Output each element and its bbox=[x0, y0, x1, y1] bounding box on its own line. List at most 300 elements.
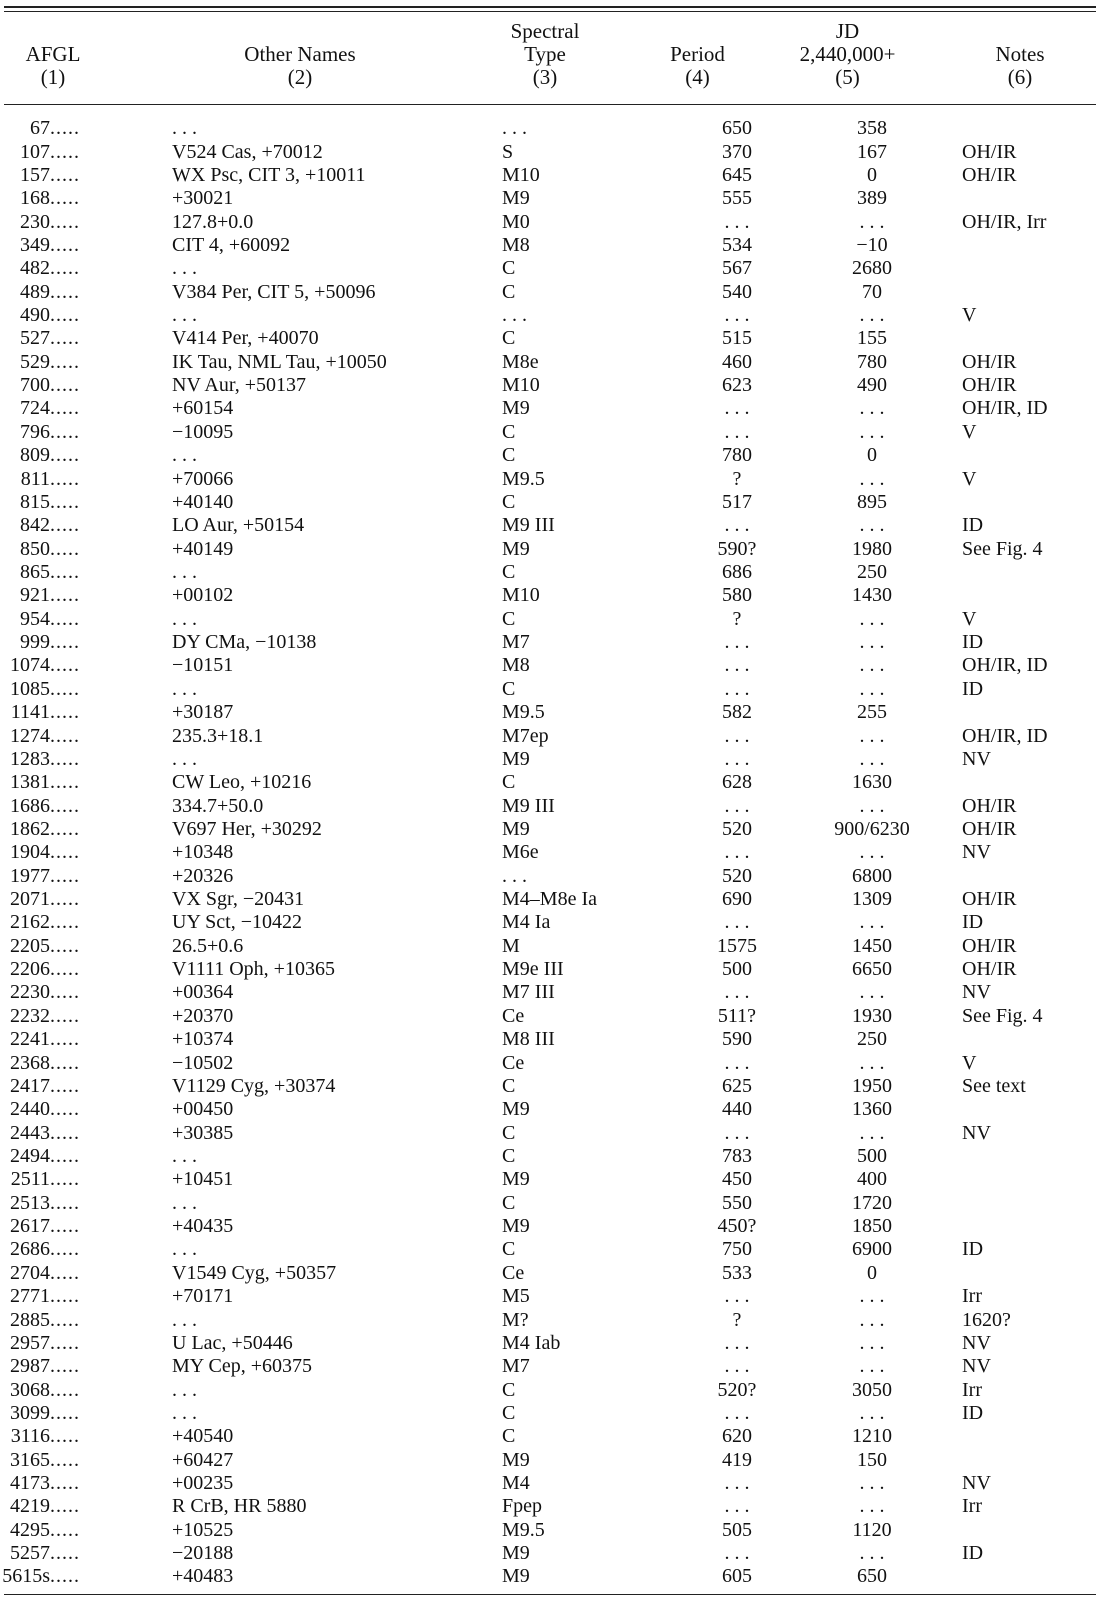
other-names-cell: −10151 bbox=[172, 654, 234, 677]
afgl-number: 527 bbox=[20, 327, 50, 350]
spectral-type-cell: M8 bbox=[502, 654, 530, 677]
notes-cell bbox=[947, 187, 1100, 210]
notes-cell: Irr bbox=[962, 1285, 982, 1308]
afgl-number: 850 bbox=[20, 537, 50, 560]
jd-cell: 358 bbox=[857, 117, 887, 140]
table-row bbox=[0, 1495, 1100, 1518]
spectral-type-cell: M4 Iab bbox=[502, 1331, 561, 1354]
afgl-cell bbox=[0, 1565, 110, 1588]
header-line: (4) bbox=[685, 65, 710, 89]
period-cell: . . . bbox=[724, 1495, 750, 1518]
spectral-type-cell: M9.5 bbox=[502, 1518, 545, 1541]
leader-dots: ..... bbox=[50, 1098, 80, 1121]
leader-dots: ..... bbox=[50, 280, 80, 303]
header-line: Type bbox=[524, 42, 566, 66]
notes-cell: NV bbox=[962, 1121, 991, 1144]
spectral-type-cell: Ce bbox=[502, 1261, 525, 1284]
afgl-number: 700 bbox=[20, 374, 50, 397]
spectral-type-cell: M8 III bbox=[502, 1028, 555, 1051]
afgl-cell bbox=[0, 397, 110, 420]
period-cell: 645 bbox=[722, 163, 752, 186]
other-names-cell: WX Psc, CIT 3, +10011 bbox=[172, 163, 366, 186]
other-names-cell: +00364 bbox=[172, 981, 234, 1004]
jd-cell: 150 bbox=[857, 1448, 887, 1471]
leader-dots: ..... bbox=[50, 1121, 80, 1144]
afgl-cell bbox=[0, 631, 110, 654]
notes-cell: V bbox=[962, 1051, 977, 1074]
period-cell: ? bbox=[732, 607, 742, 630]
jd-cell: 650 bbox=[857, 1565, 887, 1588]
leader-dots: ..... bbox=[50, 1565, 80, 1588]
spectral-type-cell: M9 bbox=[502, 397, 530, 420]
afgl-cell bbox=[0, 140, 110, 163]
spectral-type-cell: M9 III bbox=[502, 514, 555, 537]
jd-cell: . . . bbox=[859, 1472, 885, 1495]
afgl-cell bbox=[0, 1519, 110, 1542]
table-row bbox=[0, 514, 1100, 537]
jd-cell: . . . bbox=[859, 607, 885, 630]
afgl-number: 2206 bbox=[10, 958, 50, 981]
afgl-cell bbox=[0, 234, 110, 257]
leader-dots: ..... bbox=[50, 397, 80, 420]
notes-cell: OH/IR bbox=[962, 140, 1017, 163]
other-names-cell: +60427 bbox=[172, 1448, 234, 1471]
leader-dots: ..... bbox=[50, 981, 80, 1004]
spectral-type-cell: M7ep bbox=[502, 724, 549, 747]
notes-cell: OH/IR bbox=[962, 934, 1017, 957]
jd-cell: . . . bbox=[859, 1401, 885, 1424]
header-line: Notes bbox=[995, 42, 1045, 66]
afgl-cell bbox=[0, 491, 110, 514]
table-row bbox=[0, 1285, 1100, 1308]
period-cell: . . . bbox=[724, 1401, 750, 1424]
table-row bbox=[0, 1425, 1100, 1448]
header-other-names bbox=[200, 43, 400, 89]
jd-cell: . . . bbox=[859, 1331, 885, 1354]
leader-dots: ..... bbox=[50, 724, 80, 747]
table-row bbox=[0, 1005, 1100, 1028]
afgl-cell bbox=[0, 818, 110, 841]
table-row bbox=[0, 140, 1100, 163]
table-row bbox=[0, 654, 1100, 677]
notes-cell: ID bbox=[962, 1401, 984, 1424]
notes-cell bbox=[947, 117, 1100, 140]
period-cell: 590 bbox=[722, 1028, 752, 1051]
notes-cell: NV bbox=[962, 1331, 991, 1354]
spectral-type-cell: M10 bbox=[502, 584, 540, 607]
period-cell: 500 bbox=[722, 958, 752, 981]
jd-cell: 900/6230 bbox=[834, 817, 910, 840]
period-cell: 419 bbox=[722, 1448, 752, 1471]
leader-dots: ..... bbox=[50, 444, 80, 467]
period-cell: 582 bbox=[722, 701, 752, 724]
other-names-cell: 127.8+0.0 bbox=[172, 210, 254, 233]
table-row bbox=[0, 1402, 1100, 1425]
leader-dots: ..... bbox=[50, 1495, 80, 1518]
spectral-type-cell: M9 bbox=[502, 1542, 530, 1565]
leader-dots: ..... bbox=[50, 841, 80, 864]
jd-cell: 1430 bbox=[852, 584, 892, 607]
afgl-cell bbox=[0, 1355, 110, 1378]
table-row bbox=[0, 467, 1100, 490]
header-line: Period bbox=[670, 42, 725, 66]
spectral-type-cell: M5 bbox=[502, 1285, 530, 1308]
leader-dots: ..... bbox=[50, 257, 80, 280]
notes-cell bbox=[947, 701, 1100, 724]
notes-cell bbox=[947, 865, 1100, 888]
afgl-number: 4219 bbox=[10, 1495, 50, 1518]
spectral-type-cell: C bbox=[502, 1401, 516, 1424]
leader-dots: ..... bbox=[50, 117, 80, 140]
table-row bbox=[0, 1565, 1100, 1588]
other-names-cell: +00235 bbox=[172, 1472, 234, 1495]
top-double-rule-2 bbox=[4, 11, 1096, 12]
notes-cell: ID bbox=[962, 631, 984, 654]
afgl-cell bbox=[0, 958, 110, 981]
notes-cell bbox=[947, 584, 1100, 607]
afgl-number: 5257 bbox=[10, 1542, 50, 1565]
header-line: (1) bbox=[40, 65, 66, 89]
table-row bbox=[0, 234, 1100, 257]
spectral-type-cell: M10 bbox=[502, 163, 540, 186]
spectral-type-cell: Ce bbox=[502, 1004, 525, 1027]
leader-dots: ..... bbox=[50, 1542, 80, 1565]
jd-cell: 0 bbox=[867, 444, 877, 467]
notes-cell: V bbox=[962, 607, 977, 630]
afgl-number: 2494 bbox=[10, 1144, 50, 1167]
afgl-cell bbox=[0, 841, 110, 864]
table-row bbox=[0, 397, 1100, 420]
notes-cell: ID bbox=[962, 514, 984, 537]
leader-dots: ..... bbox=[50, 607, 80, 630]
afgl-number: 2368 bbox=[10, 1051, 50, 1074]
spectral-type-cell: M bbox=[502, 934, 520, 957]
period-cell: . . . bbox=[724, 794, 750, 817]
table-row bbox=[0, 1378, 1100, 1401]
other-names-cell: +30021 bbox=[172, 187, 234, 210]
period-cell: 460 bbox=[722, 350, 752, 373]
leader-dots: ..... bbox=[50, 490, 80, 513]
notes-cell bbox=[947, 1425, 1100, 1448]
table-row bbox=[0, 935, 1100, 958]
leader-dots: ..... bbox=[50, 958, 80, 981]
period-cell: 534 bbox=[722, 233, 752, 256]
leader-dots: ..... bbox=[50, 771, 80, 794]
period-cell: 520? bbox=[717, 1378, 757, 1401]
leader-dots: ..... bbox=[50, 1285, 80, 1308]
leader-dots: ..... bbox=[50, 327, 80, 350]
afgl-cell bbox=[0, 608, 110, 631]
leader-dots: ..... bbox=[50, 934, 80, 957]
leader-dots: ..... bbox=[50, 467, 80, 490]
jd-cell: . . . bbox=[859, 747, 885, 770]
table-row bbox=[0, 865, 1100, 888]
header-jd bbox=[770, 20, 925, 89]
table-row bbox=[0, 608, 1100, 631]
other-names-cell: V1111 Oph, +10365 bbox=[172, 958, 335, 981]
notes-cell bbox=[947, 1565, 1100, 1588]
leader-dots: ..... bbox=[50, 304, 80, 327]
table-row bbox=[0, 1332, 1100, 1355]
table-row bbox=[0, 1472, 1100, 1495]
notes-cell bbox=[947, 1519, 1100, 1542]
spectral-type-cell: Ce bbox=[502, 1051, 525, 1074]
period-cell: 520 bbox=[722, 817, 752, 840]
period-cell: . . . bbox=[724, 747, 750, 770]
table-row bbox=[0, 841, 1100, 864]
table-row bbox=[0, 678, 1100, 701]
notes-cell bbox=[947, 1215, 1100, 1238]
afgl-number: 2417 bbox=[10, 1074, 50, 1097]
spectral-type-cell: M4 bbox=[502, 1472, 530, 1495]
table-row bbox=[0, 818, 1100, 841]
afgl-cell bbox=[0, 1332, 110, 1355]
afgl-cell bbox=[0, 1145, 110, 1168]
afgl-number: 2686 bbox=[10, 1238, 50, 1261]
table-row bbox=[0, 1075, 1100, 1098]
period-cell: . . . bbox=[724, 1121, 750, 1144]
jd-cell: 155 bbox=[857, 327, 887, 350]
afgl-number: 999 bbox=[20, 631, 50, 654]
spectral-type-cell: M9 bbox=[502, 1448, 530, 1471]
table-row bbox=[0, 724, 1100, 747]
spectral-type-cell: C bbox=[502, 444, 516, 467]
other-names-cell: . . . bbox=[172, 677, 197, 700]
period-cell: . . . bbox=[724, 1285, 750, 1308]
leader-dots: ..... bbox=[50, 1051, 80, 1074]
afgl-cell bbox=[0, 304, 110, 327]
afgl-cell bbox=[0, 678, 110, 701]
afgl-cell bbox=[0, 164, 110, 187]
period-cell: . . . bbox=[724, 841, 750, 864]
afgl-cell bbox=[0, 911, 110, 934]
period-cell: 783 bbox=[722, 1144, 752, 1167]
spectral-type-cell: M? bbox=[502, 1308, 529, 1331]
notes-cell: V bbox=[962, 420, 977, 443]
afgl-cell bbox=[0, 654, 110, 677]
afgl-cell bbox=[0, 584, 110, 607]
afgl-number: 3099 bbox=[10, 1401, 50, 1424]
notes-cell: OH/IR, ID bbox=[962, 397, 1048, 420]
header-line: Other Names bbox=[244, 42, 356, 66]
other-names-cell: +00102 bbox=[172, 584, 234, 607]
afgl-number: 2987 bbox=[10, 1355, 50, 1378]
notes-cell: OH/IR bbox=[962, 817, 1017, 840]
afgl-cell bbox=[0, 1542, 110, 1565]
spectral-type-cell: Fpep bbox=[502, 1495, 542, 1518]
leader-dots: ..... bbox=[50, 654, 80, 677]
other-names-cell: IK Tau, NML Tau, +10050 bbox=[172, 350, 387, 373]
afgl-number: 4173 bbox=[10, 1472, 50, 1495]
spectral-type-cell: M7 bbox=[502, 1355, 530, 1378]
afgl-number: 865 bbox=[20, 561, 50, 583]
other-names-cell: +70171 bbox=[172, 1285, 234, 1308]
header-rule bbox=[4, 104, 1096, 105]
period-cell: 450? bbox=[717, 1215, 757, 1238]
jd-cell: 780 bbox=[857, 350, 887, 373]
spectral-type-cell: C bbox=[502, 1074, 516, 1097]
table-row bbox=[0, 1519, 1100, 1542]
jd-cell: 2680 bbox=[852, 257, 892, 280]
top-double-rule-1 bbox=[4, 6, 1096, 8]
other-names-cell: +10374 bbox=[172, 1028, 234, 1051]
table-row bbox=[0, 1168, 1100, 1191]
other-names-cell: . . . bbox=[172, 117, 197, 140]
spectral-type-cell: C bbox=[502, 1425, 516, 1448]
afgl-cell bbox=[0, 888, 110, 911]
notes-cell: NV bbox=[962, 1355, 991, 1378]
jd-cell: . . . bbox=[859, 794, 885, 817]
period-cell: . . . bbox=[724, 724, 750, 747]
other-names-cell: V524 Cas, +70012 bbox=[172, 140, 323, 163]
afgl-cell bbox=[0, 981, 110, 1004]
other-names-cell: V1549 Cyg, +50357 bbox=[172, 1261, 337, 1284]
other-names-cell: +30187 bbox=[172, 701, 234, 724]
spectral-type-cell: M9 bbox=[502, 747, 530, 770]
notes-cell: See Fig. 4 bbox=[962, 537, 1043, 560]
period-cell: ? bbox=[732, 467, 742, 490]
afgl-number: 3116 bbox=[10, 1425, 50, 1448]
other-names-cell: +20326 bbox=[172, 864, 234, 887]
other-names-cell: VX Sgr, −20431 bbox=[172, 888, 305, 911]
table-row bbox=[0, 1308, 1100, 1331]
other-names-cell: −10095 bbox=[172, 420, 234, 443]
afgl-number: 67 bbox=[30, 117, 50, 140]
afgl-number: 490 bbox=[20, 304, 50, 327]
period-cell: 625 bbox=[722, 1074, 752, 1097]
other-names-cell: CIT 4, +60092 bbox=[172, 233, 291, 256]
table-row bbox=[0, 164, 1100, 187]
period-cell: 550 bbox=[722, 1191, 752, 1214]
other-names-cell: +10525 bbox=[172, 1518, 234, 1541]
spectral-type-cell: M9 bbox=[502, 537, 530, 560]
jd-cell: . . . bbox=[859, 1495, 885, 1518]
jd-cell: 1630 bbox=[852, 771, 892, 794]
other-names-cell: +20370 bbox=[172, 1004, 234, 1027]
afgl-number: 796 bbox=[20, 420, 50, 443]
leader-dots: ..... bbox=[50, 1074, 80, 1097]
other-names-cell: 334.7+50.0 bbox=[172, 794, 264, 817]
period-cell: 540 bbox=[722, 280, 752, 303]
afgl-number: 2617 bbox=[10, 1215, 50, 1238]
table-row bbox=[0, 888, 1100, 911]
table-row bbox=[0, 304, 1100, 327]
spectral-type-cell: M10 bbox=[502, 374, 540, 397]
other-names-cell: V384 Per, CIT 5, +50096 bbox=[172, 280, 376, 303]
other-names-cell: +40435 bbox=[172, 1215, 234, 1238]
afgl-cell bbox=[0, 1402, 110, 1425]
leader-dots: ..... bbox=[50, 1144, 80, 1167]
table-row bbox=[0, 421, 1100, 444]
jd-cell: . . . bbox=[859, 304, 885, 327]
leader-dots: ..... bbox=[50, 210, 80, 233]
jd-cell: 1980 bbox=[852, 537, 892, 560]
table-row bbox=[0, 631, 1100, 654]
spectral-type-cell: C bbox=[502, 327, 516, 350]
period-cell: 650 bbox=[722, 117, 752, 140]
header-line: (3) bbox=[532, 65, 558, 89]
period-cell: . . . bbox=[724, 1355, 750, 1378]
leader-dots: ..... bbox=[50, 911, 80, 934]
leader-dots: ..... bbox=[50, 817, 80, 840]
spectral-type-cell: C bbox=[502, 1121, 516, 1144]
notes-cell: 1620? bbox=[962, 1308, 1011, 1331]
period-cell: 515 bbox=[722, 327, 752, 350]
afgl-number: 2885 bbox=[10, 1308, 50, 1331]
afgl-number: 230 bbox=[20, 210, 50, 233]
spectral-type-cell: M9e III bbox=[502, 958, 564, 981]
afgl-cell bbox=[0, 724, 110, 747]
table-row bbox=[0, 1542, 1100, 1565]
jd-cell: . . . bbox=[859, 514, 885, 537]
spectral-type-cell: M8 bbox=[502, 233, 530, 256]
afgl-cell bbox=[0, 1378, 110, 1401]
other-names-cell: R CrB, HR 5880 bbox=[172, 1495, 307, 1518]
period-cell: 567 bbox=[722, 257, 752, 280]
jd-cell: . . . bbox=[859, 981, 885, 1004]
other-names-cell: . . . bbox=[172, 444, 197, 467]
period-cell: . . . bbox=[724, 1051, 750, 1074]
table-row bbox=[0, 1121, 1100, 1144]
period-cell: . . . bbox=[724, 654, 750, 677]
afgl-cell bbox=[0, 1028, 110, 1051]
other-names-cell: V1129 Cyg, +30374 bbox=[172, 1074, 336, 1097]
table-row bbox=[0, 1192, 1100, 1215]
leader-dots: ..... bbox=[50, 747, 80, 770]
spectral-type-cell: M9 bbox=[502, 1098, 530, 1121]
period-cell: 440 bbox=[722, 1098, 752, 1121]
other-names-cell: . . . bbox=[172, 1308, 197, 1331]
other-names-cell: MY Cep, +60375 bbox=[172, 1355, 312, 1378]
period-cell: 517 bbox=[722, 490, 752, 513]
leader-dots: ..... bbox=[50, 1425, 80, 1448]
notes-cell bbox=[947, 561, 1100, 584]
notes-cell: NV bbox=[962, 981, 991, 1004]
table-row bbox=[0, 1098, 1100, 1121]
afgl-number: 1977 bbox=[10, 864, 50, 887]
leader-dots: ..... bbox=[50, 1355, 80, 1378]
other-names-cell: . . . bbox=[172, 1191, 197, 1214]
other-names-cell: . . . bbox=[172, 1238, 197, 1261]
afgl-cell bbox=[0, 701, 110, 724]
afgl-cell bbox=[0, 1495, 110, 1518]
spectral-type-cell: C bbox=[502, 420, 516, 443]
period-cell: 605 bbox=[722, 1565, 752, 1588]
notes-cell: See Fig. 4 bbox=[962, 1004, 1043, 1027]
spectral-type-cell: M9 bbox=[502, 817, 530, 840]
jd-cell: 6650 bbox=[852, 958, 892, 981]
afgl-cell bbox=[0, 187, 110, 210]
afgl-number: 2704 bbox=[10, 1261, 50, 1284]
table-row bbox=[0, 1448, 1100, 1471]
header-notes bbox=[960, 43, 1080, 89]
leader-dots: ..... bbox=[50, 1191, 80, 1214]
afgl-number: 1862 bbox=[10, 817, 50, 840]
afgl-cell bbox=[0, 1472, 110, 1495]
notes-cell: OH/IR bbox=[962, 958, 1017, 981]
notes-cell bbox=[947, 1192, 1100, 1215]
spectral-type-cell: M9.5 bbox=[502, 467, 545, 490]
period-cell: 628 bbox=[722, 771, 752, 794]
leader-dots: ..... bbox=[50, 1215, 80, 1238]
table-row bbox=[0, 257, 1100, 280]
afgl-number: 1141 bbox=[10, 701, 50, 724]
other-names-cell: +00450 bbox=[172, 1098, 234, 1121]
afgl-cell bbox=[0, 444, 110, 467]
period-cell: . . . bbox=[724, 420, 750, 443]
other-names-cell: . . . bbox=[172, 561, 197, 583]
jd-cell: 400 bbox=[857, 1168, 887, 1191]
